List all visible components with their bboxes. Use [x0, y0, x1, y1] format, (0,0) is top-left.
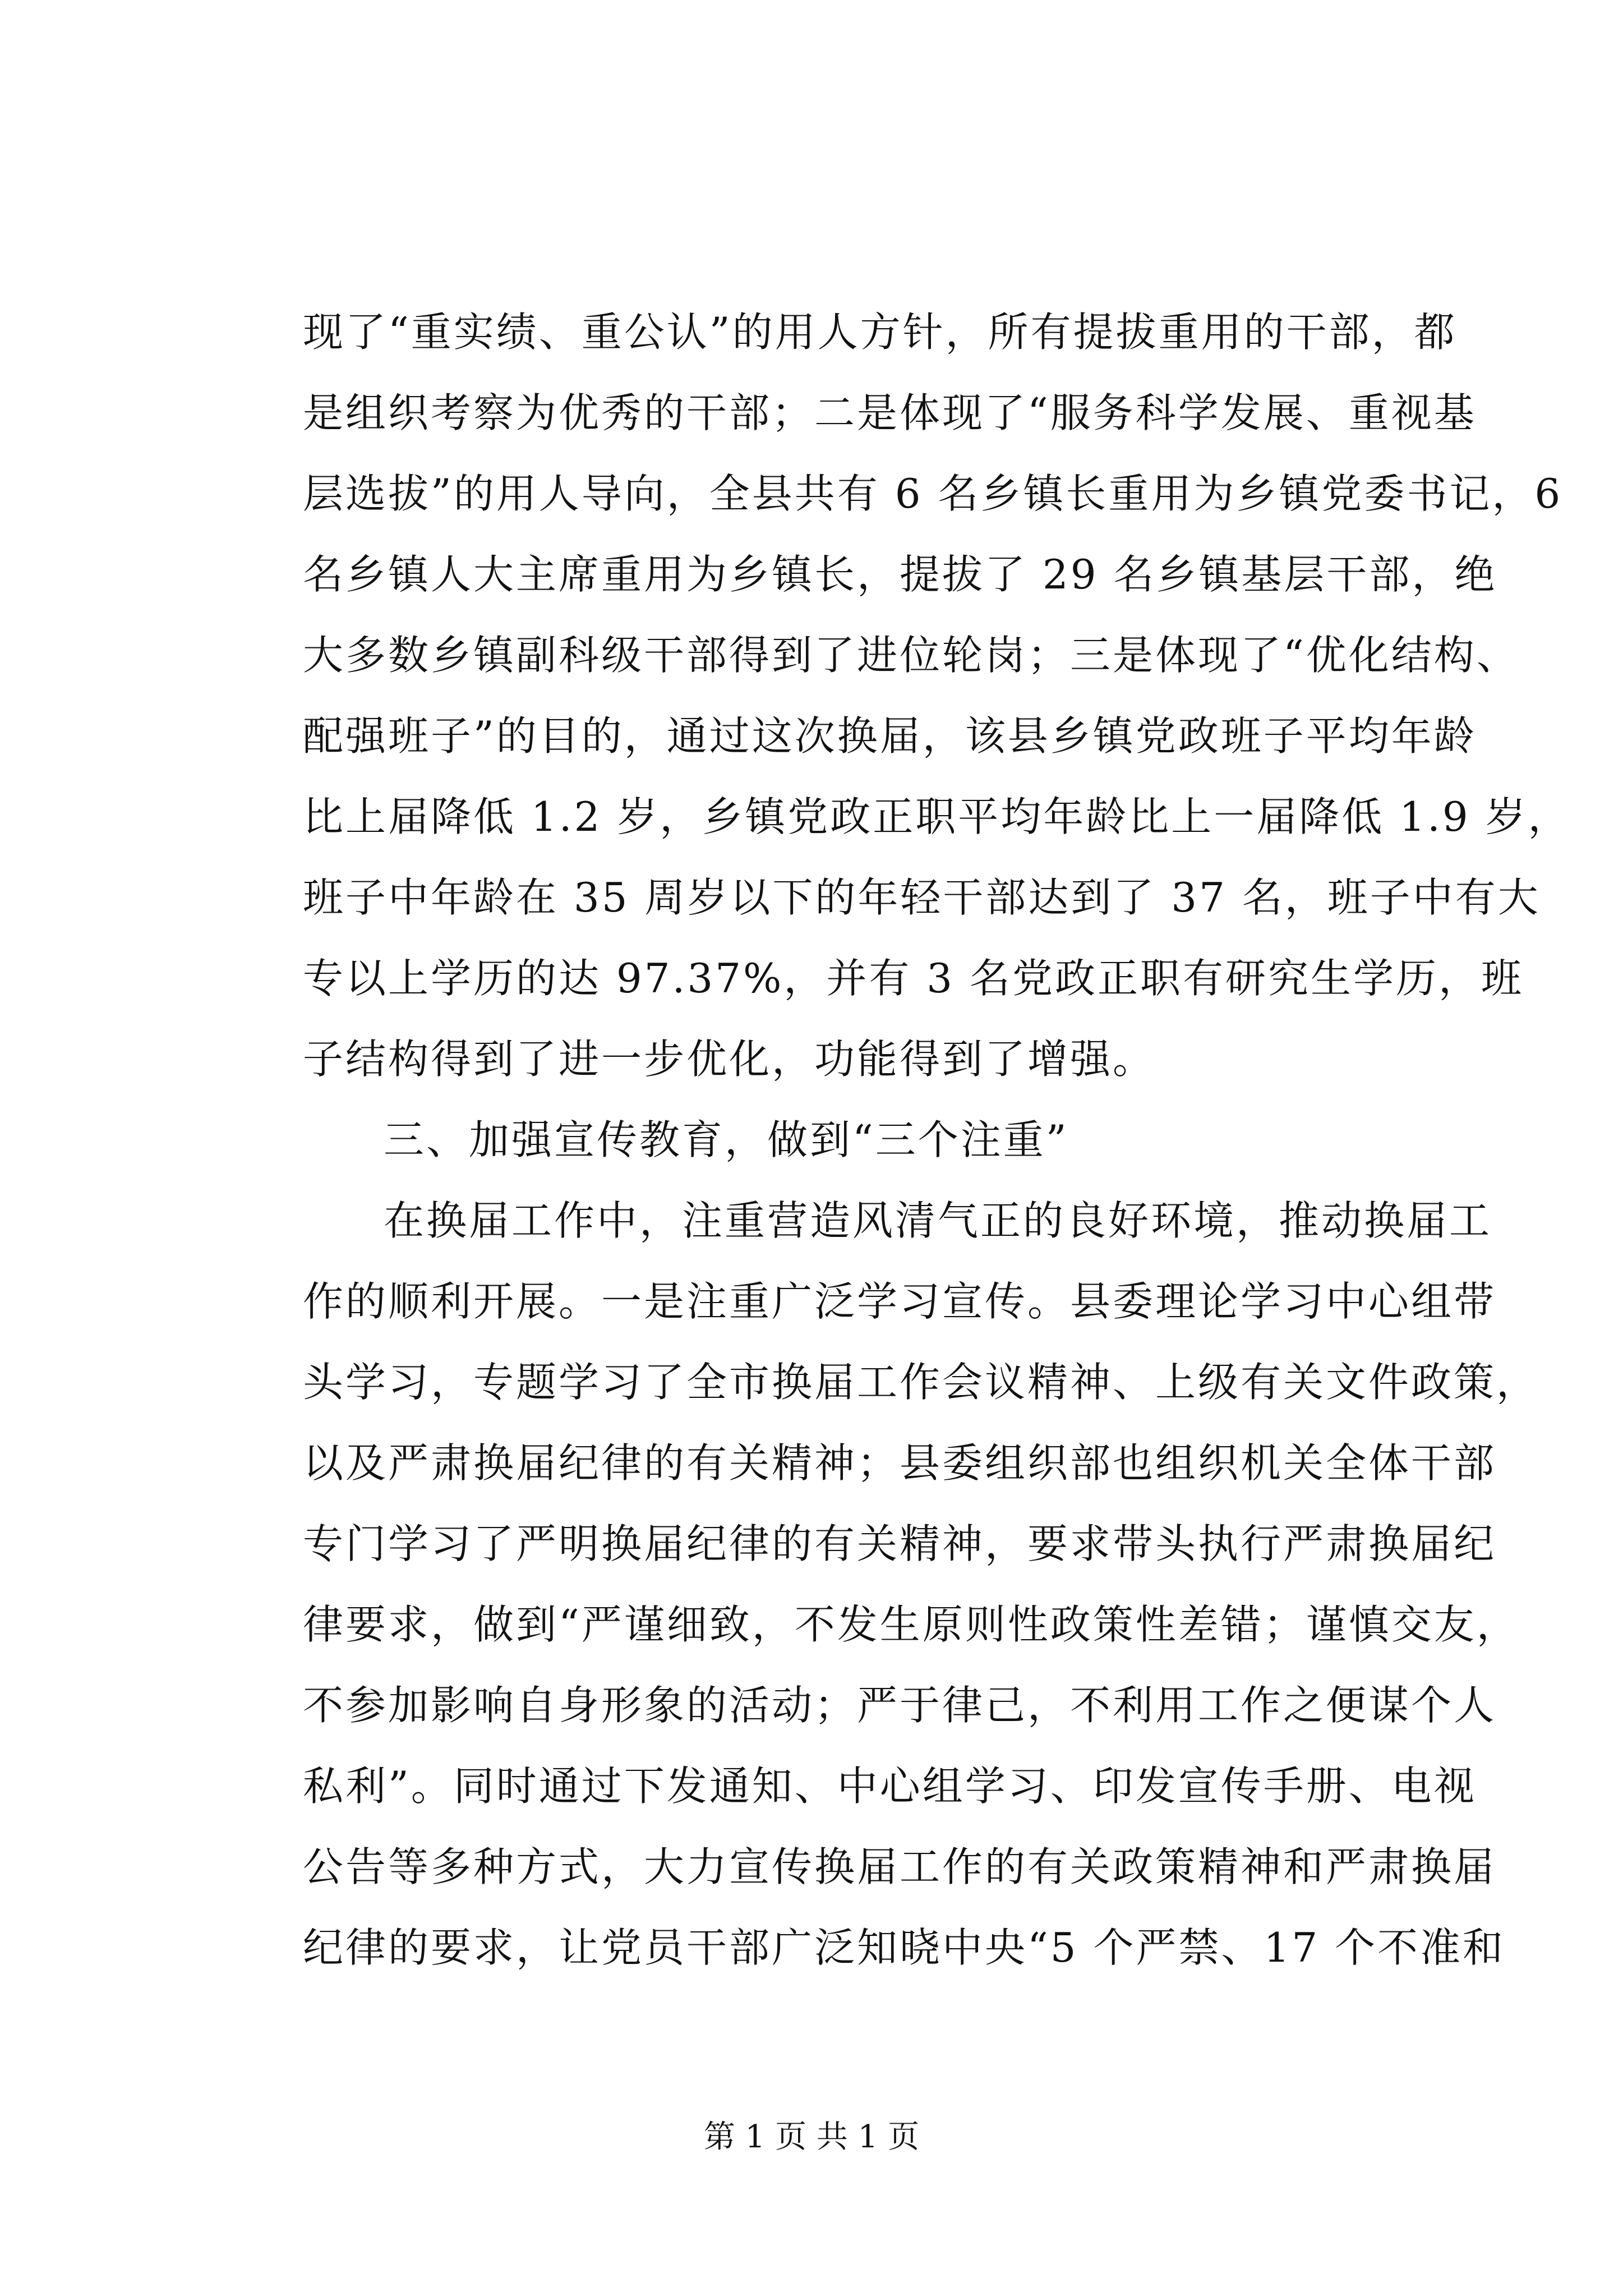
text-line: 配强班子”的目的，通过这次换届，该县乡镇党政班子平均年龄 [303, 712, 1477, 760]
text-line: 班子中年龄在 35 周岁以下的年轻干部达到了 37 名，班子中有大 [303, 874, 1541, 921]
text-line: 头学习，专题学习了全市换届工作会议精神、上级有关文件政策， [303, 1359, 1539, 1406]
text-line: 层选拔”的用人导向，全县共有 6 名乡镇长重用为乡镇党委书记，6 [303, 470, 1563, 517]
text-line: 比上届降低 1.2 岁，乡镇党政正职平均年龄比上一届降低 1.9 岁， [303, 793, 1571, 840]
text-line-paragraph-end: 子结构得到了进一步优化，功能得到了增强。 [303, 1036, 1156, 1083]
text-line: 专以上学历的达 97.37%，并有 3 名党政正职有研究生学历，班 [303, 955, 1524, 1002]
text-line: 以及严肃换届纪律的有关精神；县委组织部也组织机关全体干部 [303, 1439, 1497, 1487]
text-line-paragraph-start: 在换届工作中，注重营造风清气正的良好环境，推动换届工 [384, 1197, 1492, 1244]
document-body [303, 292, 1571, 1988]
text-line: 不参加影响自身形象的活动；严于律己，不利用工作之便谋个人 [303, 1682, 1497, 1729]
text-line: 现了“重实绩、重公认”的用人方针，所有提拔重用的干部，都 [303, 309, 1457, 356]
text-line: 纪律的要求，让党员干部广泛知晓中央“5 个严禁、17 个不准和 [303, 1924, 1506, 1971]
text-line: 作的顺利开展。一是注重广泛学习宣传。县委理论学习中心组带 [303, 1278, 1497, 1325]
section-heading: 三、加强宣传教育，做到“三个注重” [384, 1116, 1069, 1163]
text-line: 名乡镇人大主席重用为乡镇长，提拔了 29 名乡镇基层干部，绝 [303, 551, 1497, 598]
text-line: 专门学习了严明换届纪律的有关精神，要求带头执行严肃换届纪 [303, 1520, 1497, 1567]
text-line: 私利”。同时通过下发通知、中心组学习、印发宣传手册、电视 [303, 1763, 1477, 1810]
text-line: 律要求，做到“严谨细致，不发生原则性政策性差错；谨慎交友， [303, 1601, 1519, 1648]
text-line: 公告等多种方式，大力宣传换届工作的有关政策精神和严肃换届 [303, 1843, 1497, 1890]
text-line: 大多数乡镇副科级干部得到了进位轮岗；三是体现了“优化结构、 [303, 632, 1519, 679]
text-line: 是组织考察为优秀的干部；二是体现了“服务科学发展、重视基 [303, 389, 1477, 436]
page-footer: 第 1 页 共 1 页 [703, 2119, 920, 2155]
